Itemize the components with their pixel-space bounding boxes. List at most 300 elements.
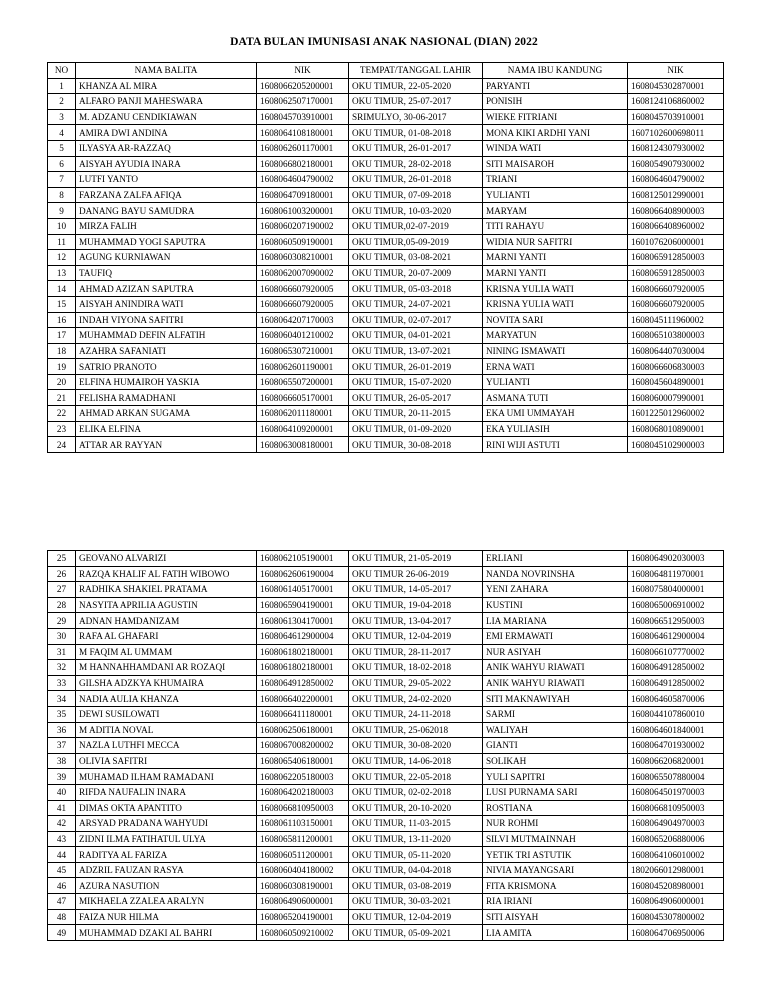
nik-ibu-cell: 1608065912850003 (628, 265, 724, 281)
nama-ibu-kandung-cell: WIEKE FITRIANI (483, 109, 628, 125)
table-row (48, 78, 724, 94)
nik-balita-cell: 1608066605170001 (257, 390, 349, 406)
nama-ibu-kandung-cell: ERLIANI (483, 551, 628, 567)
row-no-cell: 18 (48, 343, 76, 359)
row-no-cell: 41 (48, 800, 76, 816)
table-row (48, 691, 724, 707)
row-no-cell: 8 (48, 187, 76, 203)
row-no-cell: 20 (48, 374, 76, 390)
nik-balita-cell: 1608064202180003 (257, 784, 349, 800)
row-no-cell: 21 (48, 390, 76, 406)
nama-ibu-kandung-cell: YETIK TRI ASTUTIK (483, 847, 628, 863)
nama-balita-cell: INDAH VIYONA SAFITRI (76, 312, 257, 328)
table-row (48, 706, 724, 722)
tempat-tanggal-lahir-cell: OKU TIMUR, 30-08-2020 (349, 738, 483, 754)
header-tempat-tanggal-lahir: TEMPAT/TANGGAL LAHIR (349, 63, 483, 79)
nik-balita-cell: 1608065904190001 (257, 597, 349, 613)
table-row (48, 613, 724, 629)
table-row (48, 140, 724, 156)
nik-ibu-cell: 1608066107770002 (628, 644, 724, 660)
nik-balita-cell: 1608060509190001 (257, 234, 349, 250)
nik-balita-cell: 1608066607920005 (257, 281, 349, 297)
nama-ibu-kandung-cell: FITA KRISMONA (483, 878, 628, 894)
tempat-tanggal-lahir-cell: OKU TIMUR, 24-11-2018 (349, 706, 483, 722)
nama-ibu-kandung-cell: ERNA WATI (483, 359, 628, 375)
header-no: NO (48, 63, 76, 79)
nik-ibu-cell: 1608064912850002 (628, 660, 724, 676)
tempat-tanggal-lahir-cell: OKU TIMUR, 20-10-2020 (349, 800, 483, 816)
row-no-cell: 6 (48, 156, 76, 172)
nama-balita-cell: ATTAR AR RAYYAN (76, 437, 257, 453)
nama-ibu-kandung-cell: TITI RAHAYU (483, 218, 628, 234)
tempat-tanggal-lahir-cell: OKU TIMUR, 30-08-2018 (349, 437, 483, 453)
nama-balita-cell: DIMAS OKTA APANTITO (76, 800, 257, 816)
nik-ibu-cell: 1608064902030003 (628, 551, 724, 567)
table-row (48, 769, 724, 785)
table-row (48, 831, 724, 847)
tempat-tanggal-lahir-cell: OKU TIMUR, 03-08-2019 (349, 878, 483, 894)
row-no-cell: 29 (48, 613, 76, 629)
nama-ibu-kandung-cell: EKA YULIASIH (483, 421, 628, 437)
tempat-tanggal-lahir-cell: OKU TIMUR, 26-01-2018 (349, 172, 483, 188)
nik-ibu-cell: 1608064811970001 (628, 566, 724, 582)
table-row (48, 753, 724, 769)
nama-ibu-kandung-cell: NOVITA SARI (483, 312, 628, 328)
table-row (48, 203, 724, 219)
header-nama-balita: NAMA BALITA (76, 63, 257, 79)
nik-ibu-cell: 1608066607920005 (628, 281, 724, 297)
nama-balita-cell: AZURA NASUTION (76, 878, 257, 894)
nama-ibu-kandung-cell: ROSTIANA (483, 800, 628, 816)
nama-balita-cell: NADIA AULIA KHANZA (76, 691, 257, 707)
tempat-tanggal-lahir-cell: OKU TIMUR, 01-09-2020 (349, 421, 483, 437)
nik-ibu-cell: 1608060007990001 (628, 390, 724, 406)
nama-ibu-kandung-cell: LUSI PURNAMA SARI (483, 784, 628, 800)
nik-balita-cell: 1608062011180001 (257, 406, 349, 422)
nama-ibu-kandung-cell: YULIANTI (483, 187, 628, 203)
nik-ibu-cell: 1608068010890001 (628, 421, 724, 437)
nik-balita-cell: 1608065507200001 (257, 374, 349, 390)
nama-ibu-kandung-cell: ANIK WAHYU RIAWATI (483, 675, 628, 691)
nik-ibu-cell: 1608064612900004 (628, 628, 724, 644)
nama-balita-cell: DEWI SUSILOWATI (76, 706, 257, 722)
nik-ibu-cell: 1608066408900003 (628, 203, 724, 219)
table-row (48, 566, 724, 582)
nama-balita-cell: MIRZA FALIH (76, 218, 257, 234)
tempat-tanggal-lahir-cell: OKU TIMUR, 26-05-2017 (349, 390, 483, 406)
tempat-tanggal-lahir-cell: OKU TIMUR, 10-03-2020 (349, 203, 483, 219)
tempat-tanggal-lahir-cell: OKU TIMUR, 22-05-2020 (349, 78, 483, 94)
nik-balita-cell: 1608064912850002 (257, 675, 349, 691)
nama-balita-cell: RADHIKA SHAKIEL PRATAMA (76, 582, 257, 598)
nik-ibu-cell: 1608064106010002 (628, 847, 724, 863)
tempat-tanggal-lahir-cell: OKU TIMUR, 01-08-2018 (349, 125, 483, 141)
nik-ibu-cell: 1601225012960002 (628, 406, 724, 422)
table-row (48, 551, 724, 567)
row-no-cell: 5 (48, 140, 76, 156)
nik-ibu-cell: 1608065103800003 (628, 328, 724, 344)
tempat-tanggal-lahir-cell: SRIMULYO, 30-06-2017 (349, 109, 483, 125)
row-no-cell: 12 (48, 250, 76, 266)
nik-balita-cell: 1608062506180001 (257, 722, 349, 738)
row-no-cell: 13 (48, 265, 76, 281)
nama-ibu-kandung-cell: KRISNA YULIA WATI (483, 296, 628, 312)
nama-ibu-kandung-cell: GIANTI (483, 738, 628, 754)
nik-ibu-cell: 1608045703910001 (628, 109, 724, 125)
nama-balita-cell: RIFDA NAUFALIN INARA (76, 784, 257, 800)
row-no-cell: 49 (48, 925, 76, 941)
nik-ibu-cell: 1608066810950003 (628, 800, 724, 816)
row-no-cell: 26 (48, 566, 76, 582)
nik-ibu-cell: 1608075804000001 (628, 582, 724, 598)
tempat-tanggal-lahir-cell: OKU TIMUR, 15-07-2020 (349, 374, 483, 390)
nama-ibu-kandung-cell: MARNI YANTI (483, 265, 628, 281)
immunization-table-page-1 (47, 62, 724, 453)
nik-balita-cell: 1608060207190002 (257, 218, 349, 234)
nik-balita-cell: 1608063008180001 (257, 437, 349, 453)
nama-ibu-kandung-cell: WALIYAH (483, 722, 628, 738)
table-header-row (48, 63, 724, 79)
tempat-tanggal-lahir-cell: OKU TIMUR, 25-062018 (349, 722, 483, 738)
nama-ibu-kandung-cell: NINING ISMAWATI (483, 343, 628, 359)
table-row (48, 421, 724, 437)
nama-balita-cell: ILYASYA AR-RAZZAQ (76, 140, 257, 156)
nik-ibu-cell: 1608064407030004 (628, 343, 724, 359)
nama-balita-cell: ZIDNI ILMA FATIHATUL ULYA (76, 831, 257, 847)
nama-balita-cell: GEOVANO ALVARIZI (76, 551, 257, 567)
row-no-cell: 34 (48, 691, 76, 707)
nama-ibu-kandung-cell: MARYAM (483, 203, 628, 219)
nama-balita-cell: AISYAH ANINDIRA WATI (76, 296, 257, 312)
row-no-cell: 27 (48, 582, 76, 598)
nik-ibu-cell: 1608065206880006 (628, 831, 724, 847)
nama-ibu-kandung-cell: NUR ROHMI (483, 816, 628, 832)
nama-balita-cell: OLIVIA SAFITRI (76, 753, 257, 769)
table-row (48, 406, 724, 422)
table-row (48, 644, 724, 660)
tempat-tanggal-lahir-cell: OKU TIMUR, 29-05-2022 (349, 675, 483, 691)
row-no-cell: 40 (48, 784, 76, 800)
tempat-tanggal-lahir-cell: OKU TIMUR, 05-03-2018 (349, 281, 483, 297)
row-no-cell: 7 (48, 172, 76, 188)
nik-balita-cell: 1608062105190001 (257, 551, 349, 567)
table-row (48, 125, 724, 141)
tempat-tanggal-lahir-cell: OKU TIMUR, 26-01-2017 (349, 140, 483, 156)
nik-ibu-cell: 1608064912850002 (628, 675, 724, 691)
row-no-cell: 14 (48, 281, 76, 297)
table-row (48, 847, 724, 863)
nik-balita-cell: 1608061802180001 (257, 660, 349, 676)
nama-ibu-kandung-cell: EKA UMI UMMAYAH (483, 406, 628, 422)
nama-ibu-kandung-cell: ANIK WAHYU RIAWATI (483, 660, 628, 676)
nik-ibu-cell: 1608125012990001 (628, 187, 724, 203)
nama-balita-cell: AISYAH AYUDIA INARA (76, 156, 257, 172)
tempat-tanggal-lahir-cell: OKU TIMUR, 13-07-2021 (349, 343, 483, 359)
nik-balita-cell: 1608062507170001 (257, 94, 349, 110)
row-no-cell: 37 (48, 738, 76, 754)
nik-ibu-cell: 1608045302870001 (628, 78, 724, 94)
nama-balita-cell: FELISHA RAMADHANI (76, 390, 257, 406)
nik-ibu-cell: 1608045307800002 (628, 909, 724, 925)
tempat-tanggal-lahir-cell: OKU TIMUR, 04-04-2018 (349, 862, 483, 878)
tempat-tanggal-lahir-cell: OKU TIMUR, 28-11-2017 (349, 644, 483, 660)
table-row (48, 109, 724, 125)
nik-balita-cell: 1608061103150001 (257, 816, 349, 832)
nama-balita-cell: SATRIO PRANOTO (76, 359, 257, 375)
table-row (48, 722, 724, 738)
row-no-cell: 19 (48, 359, 76, 375)
nik-ibu-cell: 1608124307930002 (628, 140, 724, 156)
nik-balita-cell: 1608065811200001 (257, 831, 349, 847)
nama-ibu-kandung-cell: WIDIA NUR SAFITRI (483, 234, 628, 250)
nik-balita-cell: 1608066402200001 (257, 691, 349, 707)
row-no-cell: 33 (48, 675, 76, 691)
nama-balita-cell: MUHAMAD ILHAM RAMADANI (76, 769, 257, 785)
nama-ibu-kandung-cell: SITI MAISAROH (483, 156, 628, 172)
header-nik-ibu: NIK (628, 63, 724, 79)
nama-ibu-kandung-cell: MONA KIKI ARDHI YANI (483, 125, 628, 141)
table-row (48, 582, 724, 598)
table-row (48, 660, 724, 676)
nama-balita-cell: DANANG BAYU SAMUDRA (76, 203, 257, 219)
tempat-tanggal-lahir-cell: OKU TIMUR, 13-11-2020 (349, 831, 483, 847)
nik-balita-cell: 1608060404180002 (257, 862, 349, 878)
nik-balita-cell: 1608060401210002 (257, 328, 349, 344)
tempat-tanggal-lahir-cell: OKU TIMUR, 22-05-2018 (349, 769, 483, 785)
nama-ibu-kandung-cell: RINI WIJI ASTUTI (483, 437, 628, 453)
row-no-cell: 38 (48, 753, 76, 769)
nama-balita-cell: ELFINA HUMAIROH YASKIA (76, 374, 257, 390)
nik-balita-cell: 1608061304170001 (257, 613, 349, 629)
row-no-cell: 30 (48, 628, 76, 644)
table-row (48, 250, 724, 266)
tempat-tanggal-lahir-cell: OKU TIMUR, 14-06-2018 (349, 753, 483, 769)
row-no-cell: 17 (48, 328, 76, 344)
row-no-cell: 1 (48, 78, 76, 94)
table-row (48, 738, 724, 754)
table-row (48, 172, 724, 188)
nama-ibu-kandung-cell: YULIANTI (483, 374, 628, 390)
table-row (48, 296, 724, 312)
row-no-cell: 46 (48, 878, 76, 894)
nik-ibu-cell: 1608064501970003 (628, 784, 724, 800)
row-no-cell: 28 (48, 597, 76, 613)
tempat-tanggal-lahir-cell: OKU TIMUR, 18-02-2018 (349, 660, 483, 676)
nama-ibu-kandung-cell: LIA AMITA (483, 925, 628, 941)
table-row (48, 784, 724, 800)
row-no-cell: 16 (48, 312, 76, 328)
row-no-cell: 39 (48, 769, 76, 785)
row-no-cell: 22 (48, 406, 76, 422)
tempat-tanggal-lahir-cell: OKU TIMUR, 02-07-2017 (349, 312, 483, 328)
nik-ibu-cell: 1608045604890001 (628, 374, 724, 390)
row-no-cell: 35 (48, 706, 76, 722)
nik-ibu-cell: 1608066512950003 (628, 613, 724, 629)
row-no-cell: 4 (48, 125, 76, 141)
nik-balita-cell: 1608060308190001 (257, 878, 349, 894)
table-row (48, 390, 724, 406)
nik-ibu-cell: 1608045111960002 (628, 312, 724, 328)
table-row (48, 894, 724, 910)
row-no-cell: 11 (48, 234, 76, 250)
table-row (48, 218, 724, 234)
nama-balita-cell: FARZANA ZALFA AFIQA (76, 187, 257, 203)
nik-ibu-cell: 1608065912850003 (628, 250, 724, 266)
nik-ibu-cell: 1608064701930002 (628, 738, 724, 754)
row-no-cell: 48 (48, 909, 76, 925)
nama-balita-cell: ELIKA ELFINA (76, 421, 257, 437)
nama-balita-cell: NASYITA APRILIA AGUSTIN (76, 597, 257, 613)
row-no-cell: 23 (48, 421, 76, 437)
nama-balita-cell: RAFA AL GHAFARI (76, 628, 257, 644)
table-row (48, 374, 724, 390)
row-no-cell: 9 (48, 203, 76, 219)
row-no-cell: 24 (48, 437, 76, 453)
row-no-cell: 25 (48, 551, 76, 567)
nik-balita-cell: 1608061003200001 (257, 203, 349, 219)
table-row (48, 437, 724, 453)
header-nik: NIK (257, 63, 349, 79)
table-row (48, 328, 724, 344)
tempat-tanggal-lahir-cell: OKU TIMUR, 24-02-2020 (349, 691, 483, 707)
nama-ibu-kandung-cell: MARYATUN (483, 328, 628, 344)
nama-ibu-kandung-cell: SITI AISYAH (483, 909, 628, 925)
nik-balita-cell: 1608066205200001 (257, 78, 349, 94)
nik-ibu-cell: 1608066606830003 (628, 359, 724, 375)
nik-balita-cell: 1608061802180001 (257, 644, 349, 660)
nik-ibu-cell: 1608065507880004 (628, 769, 724, 785)
nama-balita-cell: ADNAN HAMDANIZAM (76, 613, 257, 629)
nama-balita-cell: LUTFI YANTO (76, 172, 257, 188)
nik-balita-cell: 1608062007090002 (257, 265, 349, 281)
tempat-tanggal-lahir-cell: OKU TIMUR, 25-07-2017 (349, 94, 483, 110)
nik-ibu-cell: 1608054907930002 (628, 156, 724, 172)
tempat-tanggal-lahir-cell: OKU TIMUR, 12-04-2019 (349, 909, 483, 925)
immunization-table-page-2 (47, 550, 724, 941)
nama-balita-cell: M FAQIM AL UMMAM (76, 644, 257, 660)
nama-ibu-kandung-cell: SOLIKAH (483, 753, 628, 769)
nik-balita-cell: 1608062601170001 (257, 140, 349, 156)
nik-ibu-cell: 1608066607920005 (628, 296, 724, 312)
table-row (48, 862, 724, 878)
nama-ibu-kandung-cell: SARMI (483, 706, 628, 722)
nama-ibu-kandung-cell: SITI MAKNAWIYAH (483, 691, 628, 707)
row-no-cell: 10 (48, 218, 76, 234)
tempat-tanggal-lahir-cell: OKU TIMUR, 04-01-2021 (349, 328, 483, 344)
nik-balita-cell: 1608064108180001 (257, 125, 349, 141)
row-no-cell: 45 (48, 862, 76, 878)
nik-balita-cell: 1608066411180001 (257, 706, 349, 722)
nama-ibu-kandung-cell: EMI ERMAWATI (483, 628, 628, 644)
tempat-tanggal-lahir-cell: OKU TIMUR,05-09-2019 (349, 234, 483, 250)
nama-ibu-kandung-cell: TRIANI (483, 172, 628, 188)
nik-ibu-cell: 1608066206820001 (628, 753, 724, 769)
nik-balita-cell: 1608062606190004 (257, 566, 349, 582)
nik-balita-cell: 1608066802180001 (257, 156, 349, 172)
nama-ibu-kandung-cell: LIA MARIANA (483, 613, 628, 629)
tempat-tanggal-lahir-cell: OKU TIMUR, 26-01-2019 (349, 359, 483, 375)
tempat-tanggal-lahir-cell: OKU TIMUR, 02-02-2018 (349, 784, 483, 800)
nama-balita-cell: MUHAMMAD YOGI SAPUTRA (76, 234, 257, 250)
table-row (48, 187, 724, 203)
nama-ibu-kandung-cell: WINDA WATI (483, 140, 628, 156)
nama-balita-cell: M ADITIA NOVAL (76, 722, 257, 738)
nik-ibu-cell: 1608066408960002 (628, 218, 724, 234)
row-no-cell: 3 (48, 109, 76, 125)
row-no-cell: 47 (48, 894, 76, 910)
tempat-tanggal-lahir-cell: OKU TIMUR, 14-05-2017 (349, 582, 483, 598)
row-no-cell: 32 (48, 660, 76, 676)
table-row (48, 265, 724, 281)
nama-balita-cell: ADZRIL FAUZAN RASYA (76, 862, 257, 878)
nik-ibu-cell: 1601076206000001 (628, 234, 724, 250)
table-row (48, 343, 724, 359)
row-no-cell: 44 (48, 847, 76, 863)
nik-balita-cell: 1608060509210002 (257, 925, 349, 941)
nama-balita-cell: NAZLA LUTHFI MECCA (76, 738, 257, 754)
nik-balita-cell: 1608060308210001 (257, 250, 349, 266)
nik-balita-cell: 1608064612900004 (257, 628, 349, 644)
tempat-tanggal-lahir-cell: OKU TIMUR,02-07-2019 (349, 218, 483, 234)
table-row (48, 925, 724, 941)
nama-ibu-kandung-cell: YENI ZAHARA (483, 582, 628, 598)
nama-ibu-kandung-cell: PARYANTI (483, 78, 628, 94)
nama-ibu-kandung-cell: RIA IRIANI (483, 894, 628, 910)
nama-ibu-kandung-cell: NANDA NOVRINSHA (483, 566, 628, 582)
nama-ibu-kandung-cell: PONISIH (483, 94, 628, 110)
nik-ibu-cell: 1608064601840001 (628, 722, 724, 738)
nik-ibu-cell: 1608124106860002 (628, 94, 724, 110)
nama-ibu-kandung-cell: NUR ASIYAH (483, 644, 628, 660)
nama-balita-cell: AGUNG KURNIAWAN (76, 250, 257, 266)
nama-balita-cell: ALFARO PANJI MAHESWARA (76, 94, 257, 110)
nama-balita-cell: MUHAMMAD DZAKI AL BAHRI (76, 925, 257, 941)
row-no-cell: 36 (48, 722, 76, 738)
tempat-tanggal-lahir-cell: OKU TIMUR, 11-03-2015 (349, 816, 483, 832)
tempat-tanggal-lahir-cell: OKU TIMUR, 20-07-2009 (349, 265, 483, 281)
nama-balita-cell: AMIRA DWI ANDINA (76, 125, 257, 141)
nama-balita-cell: GILSHA ADZKYA KHUMAIRA (76, 675, 257, 691)
nama-balita-cell: ARSYAD PRADANA WAHYUDI (76, 816, 257, 832)
nama-balita-cell: KHANZA AL MIRA (76, 78, 257, 94)
nama-ibu-kandung-cell: SILVI MUTMAINNAH (483, 831, 628, 847)
nik-balita-cell: 1608067008200002 (257, 738, 349, 754)
tempat-tanggal-lahir-cell: OKU TIMUR, 28-02-2018 (349, 156, 483, 172)
nama-balita-cell: AZAHRA SAFANIATI (76, 343, 257, 359)
nama-ibu-kandung-cell: KRISNA YULIA WATI (483, 281, 628, 297)
table-row (48, 312, 724, 328)
nik-ibu-cell: 1608064605870006 (628, 691, 724, 707)
nik-balita-cell: 1608064709180001 (257, 187, 349, 203)
nik-balita-cell: 1608065307210001 (257, 343, 349, 359)
tempat-tanggal-lahir-cell: OKU TIMUR, 21-05-2019 (349, 551, 483, 567)
nama-ibu-kandung-cell: ASMANA TUTI (483, 390, 628, 406)
nik-balita-cell: 1608064109200001 (257, 421, 349, 437)
nama-balita-cell: M. ADZANU CENDIKIAWAN (76, 109, 257, 125)
nama-balita-cell: MUHAMMAD DEFIN ALFATIH (76, 328, 257, 344)
row-no-cell: 2 (48, 94, 76, 110)
nama-balita-cell: AHMAD AZIZAN SAPUTRA (76, 281, 257, 297)
row-no-cell: 31 (48, 644, 76, 660)
table-row (48, 359, 724, 375)
tempat-tanggal-lahir-cell: OKU TIMUR, 05-09-2021 (349, 925, 483, 941)
nama-ibu-kandung-cell: YULI SAPITRI (483, 769, 628, 785)
nik-balita-cell: 1608062205180003 (257, 769, 349, 785)
nik-ibu-cell: 1607102600698011 (628, 125, 724, 141)
tempat-tanggal-lahir-cell: OKU TIMUR, 20-11-2015 (349, 406, 483, 422)
nik-balita-cell: 1608065406180001 (257, 753, 349, 769)
nik-balita-cell: 1608066607920005 (257, 296, 349, 312)
